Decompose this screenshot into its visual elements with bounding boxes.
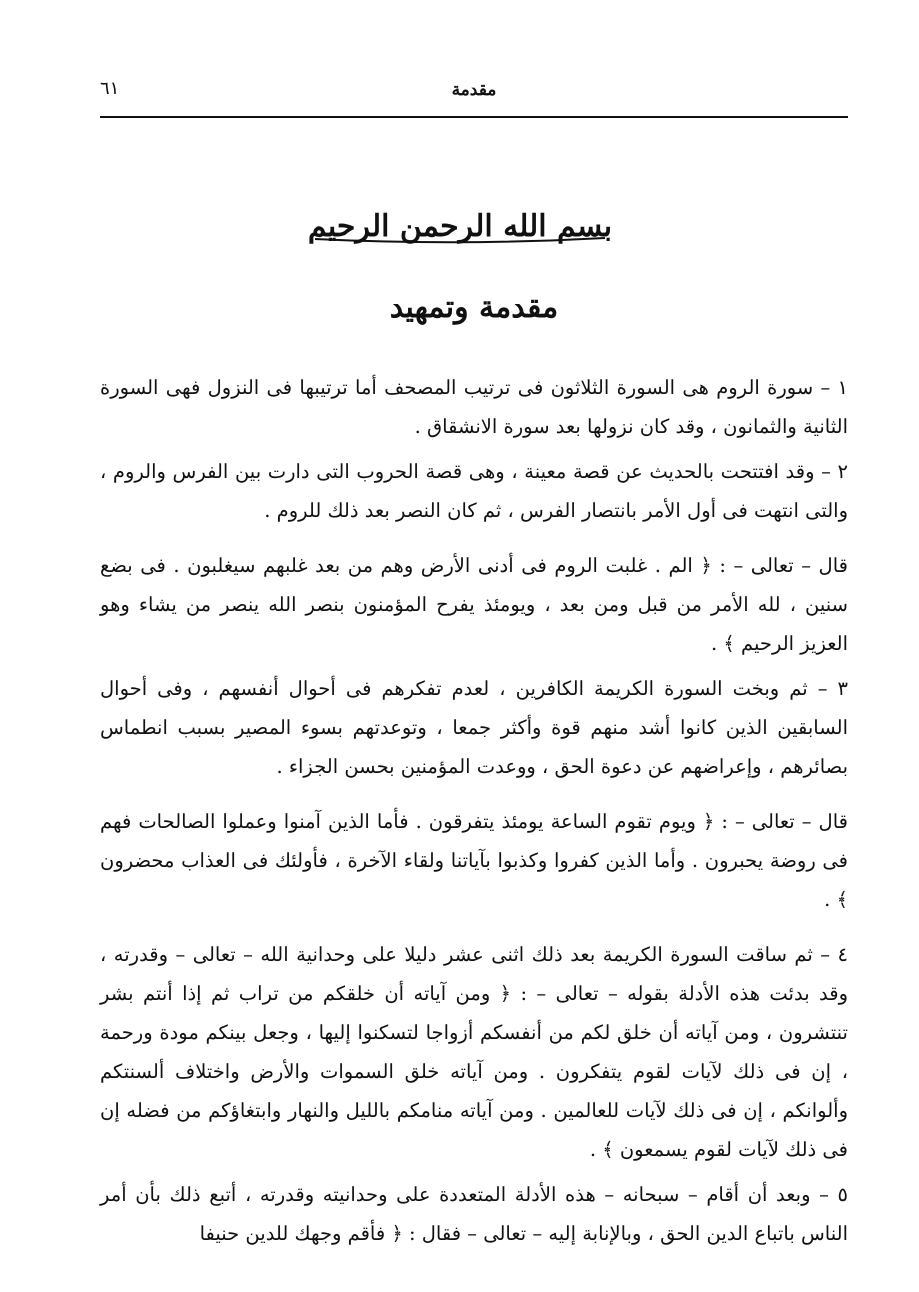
paragraph-3: ٣ – ثم وبخت السورة الكريمة الكافرين ، لعدم تفكرهم فى أحوال أنفسهم ، وفى أحوال السابقين الذين كانوا أشد منهم قوة وأكثر جمعا ، وتوعدتهم بسوء المصير بسبب انطماس بصائرهم ، وإعراضهم عن دعوة الحق ، ووعدت المؤمنين بحسن الجزاء . — [100, 677, 848, 778]
quran-quote-1: قال – تعالى – : ﴿ الم . غلبت الروم فى أدنى الأرض وهم من بعد غلبهم سيغلبون . فى بضع سنين ، لله الأمر من قبل ومن بعد ، ويومئذ يفرح المؤمنون بنصر الله ينصر من يشاء وهو العزيز الرحيم ﴾ . — [100, 554, 848, 655]
header-rule — [100, 116, 848, 118]
paragraph-4: ٤ – ثم ساقت السورة الكريمة بعد ذلك اثنى عشر دليلا على وحدانية الله – تعالى – وقدرته ، وقد بدئت هذه الأدلة بقوله – تعالى – : ﴿ ومن آياته أن خلقكم من تراب ثم إذا أنتم بشر تنتشرون ، ومن آياته أن خلق لكم من أنفسكم أزواجا لتسكنوا إليها ، وجعل بينكم مودة ورحمة ، إن فى ذلك لآيات لقوم يتفكرون . ومن آياته خلق السموات والأرض واختلاف ألسنتكم وألوانكم ، إن فى ذلك لآيات للعالمين . ومن آياته منامكم بالليل والنهار وابتغاؤكم من فضله إن فى ذلك لآيات لقوم يسمعون ﴾ . — [100, 943, 848, 1161]
page-number: ٦١ — [100, 78, 120, 99]
running-title: مقدمة — [451, 80, 497, 100]
basmala-flourish — [310, 234, 610, 244]
basmala-calligraphy — [300, 196, 620, 256]
basmala-text: بسم الله الرحمن الرحيم — [307, 208, 613, 244]
page-header — [100, 72, 848, 118]
section-title: مقدمة وتمهيد — [389, 290, 559, 325]
paragraph-5: ٥ – وبعد أن أقام – سبحانه – هذه الأدلة المتعددة على وحدانيته وقدرته ، أتبع ذلك بأن أمر الناس باتباع الدين الحق ، وبالإنابة إليه – تعالى – فقال : ﴿ فأقم وجهك للدين حنيفا — [100, 1183, 848, 1245]
paragraph-1: ١ – سورة الروم هى السورة الثلاثون فى ترتيب المصحف أما ترتيبها فى النزول فهى السورة الثانية والثمانون ، وقد كان نزولها بعد سورة الانشقاق . — [100, 376, 848, 438]
quran-quote-2: قال – تعالى – : ﴿ ويوم تقوم الساعة يومئذ يتفرقون . فأما الذين آمنوا وعملوا الصالحات فهم فى روضة يحبرون . وأما الذين كفروا وكذبوا بآياتنا ولقاء الآخرة ، فأولئك فى العذاب محضرون ﴾ . — [100, 810, 848, 911]
body-text — [100, 368, 848, 1259]
paragraph-2: ٢ – وقد افتتحت بالحديث عن قصة معينة ، وهى قصة الحروب التى دارت بين الفرس والروم ، والتى انتهت فى أول الأمر بانتصار الفرس ، ثم كان النصر بعد ذلك للروم . — [100, 460, 848, 522]
